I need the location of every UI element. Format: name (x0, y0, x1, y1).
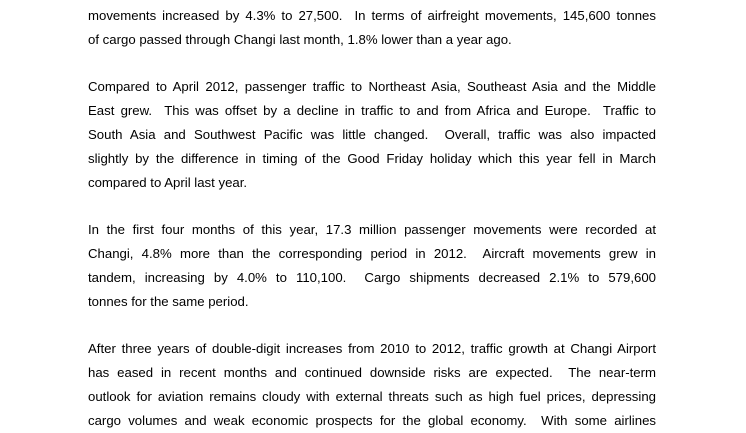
paragraph-2-line-4: slightly by the difference in timing of the Good Friday holiday which this year fell in March (88, 151, 656, 166)
paragraph-1-line-2: of cargo passed through Changi last month, 1.8% lower than a year ago. (88, 32, 512, 47)
paragraph-4-line-1: After three years of double-digit increases from 2010 to 2012, traffic growth at Changi Airport (88, 341, 656, 356)
paragraph-2-line-5: compared to April last year. (88, 175, 248, 190)
paragraph-2-line-3: South Asia and Southwest Pacific was little changed. Overall, traffic was also impacted (88, 127, 656, 142)
paragraph-4-line-4: cargo volumes and weak economic prospects for the global economy. With some airlines (88, 413, 656, 428)
paragraph-3-line-4: tonnes for the same period. (88, 294, 249, 309)
paragraph-3-line-2: Changi, 4.8% more than the corresponding period in 2012. Aircraft movements grew in (88, 246, 656, 261)
paragraph-2-line-1: Compared to April 2012, passenger traffic to Northeast Asia, Southeast Asia and the Middle (88, 79, 656, 94)
paragraph-2-line-2: East grew. This was offset by a decline in traffic to and from Africa and Europe. Traffic to (88, 103, 656, 118)
paragraph-1-line-1: movements increased by 4.3% to 27,500. In terms of airfreight movements, 145,600 tonnes (88, 8, 656, 23)
paragraph-4-line-2: has eased in recent months and continued downside risks are expected. The near-term (88, 365, 656, 380)
paragraph-3-line-3: tandem, increasing by 4.0% to 110,100. Cargo shipments decreased 2.1% to 579,600 (88, 270, 656, 285)
paragraph-4-line-3: outlook for aviation remains cloudy with external threats such as high fuel prices, depressing (88, 389, 656, 404)
paragraph-3-line-1: In the first four months of this year, 17.3 million passenger movements were recorded at (88, 222, 656, 237)
